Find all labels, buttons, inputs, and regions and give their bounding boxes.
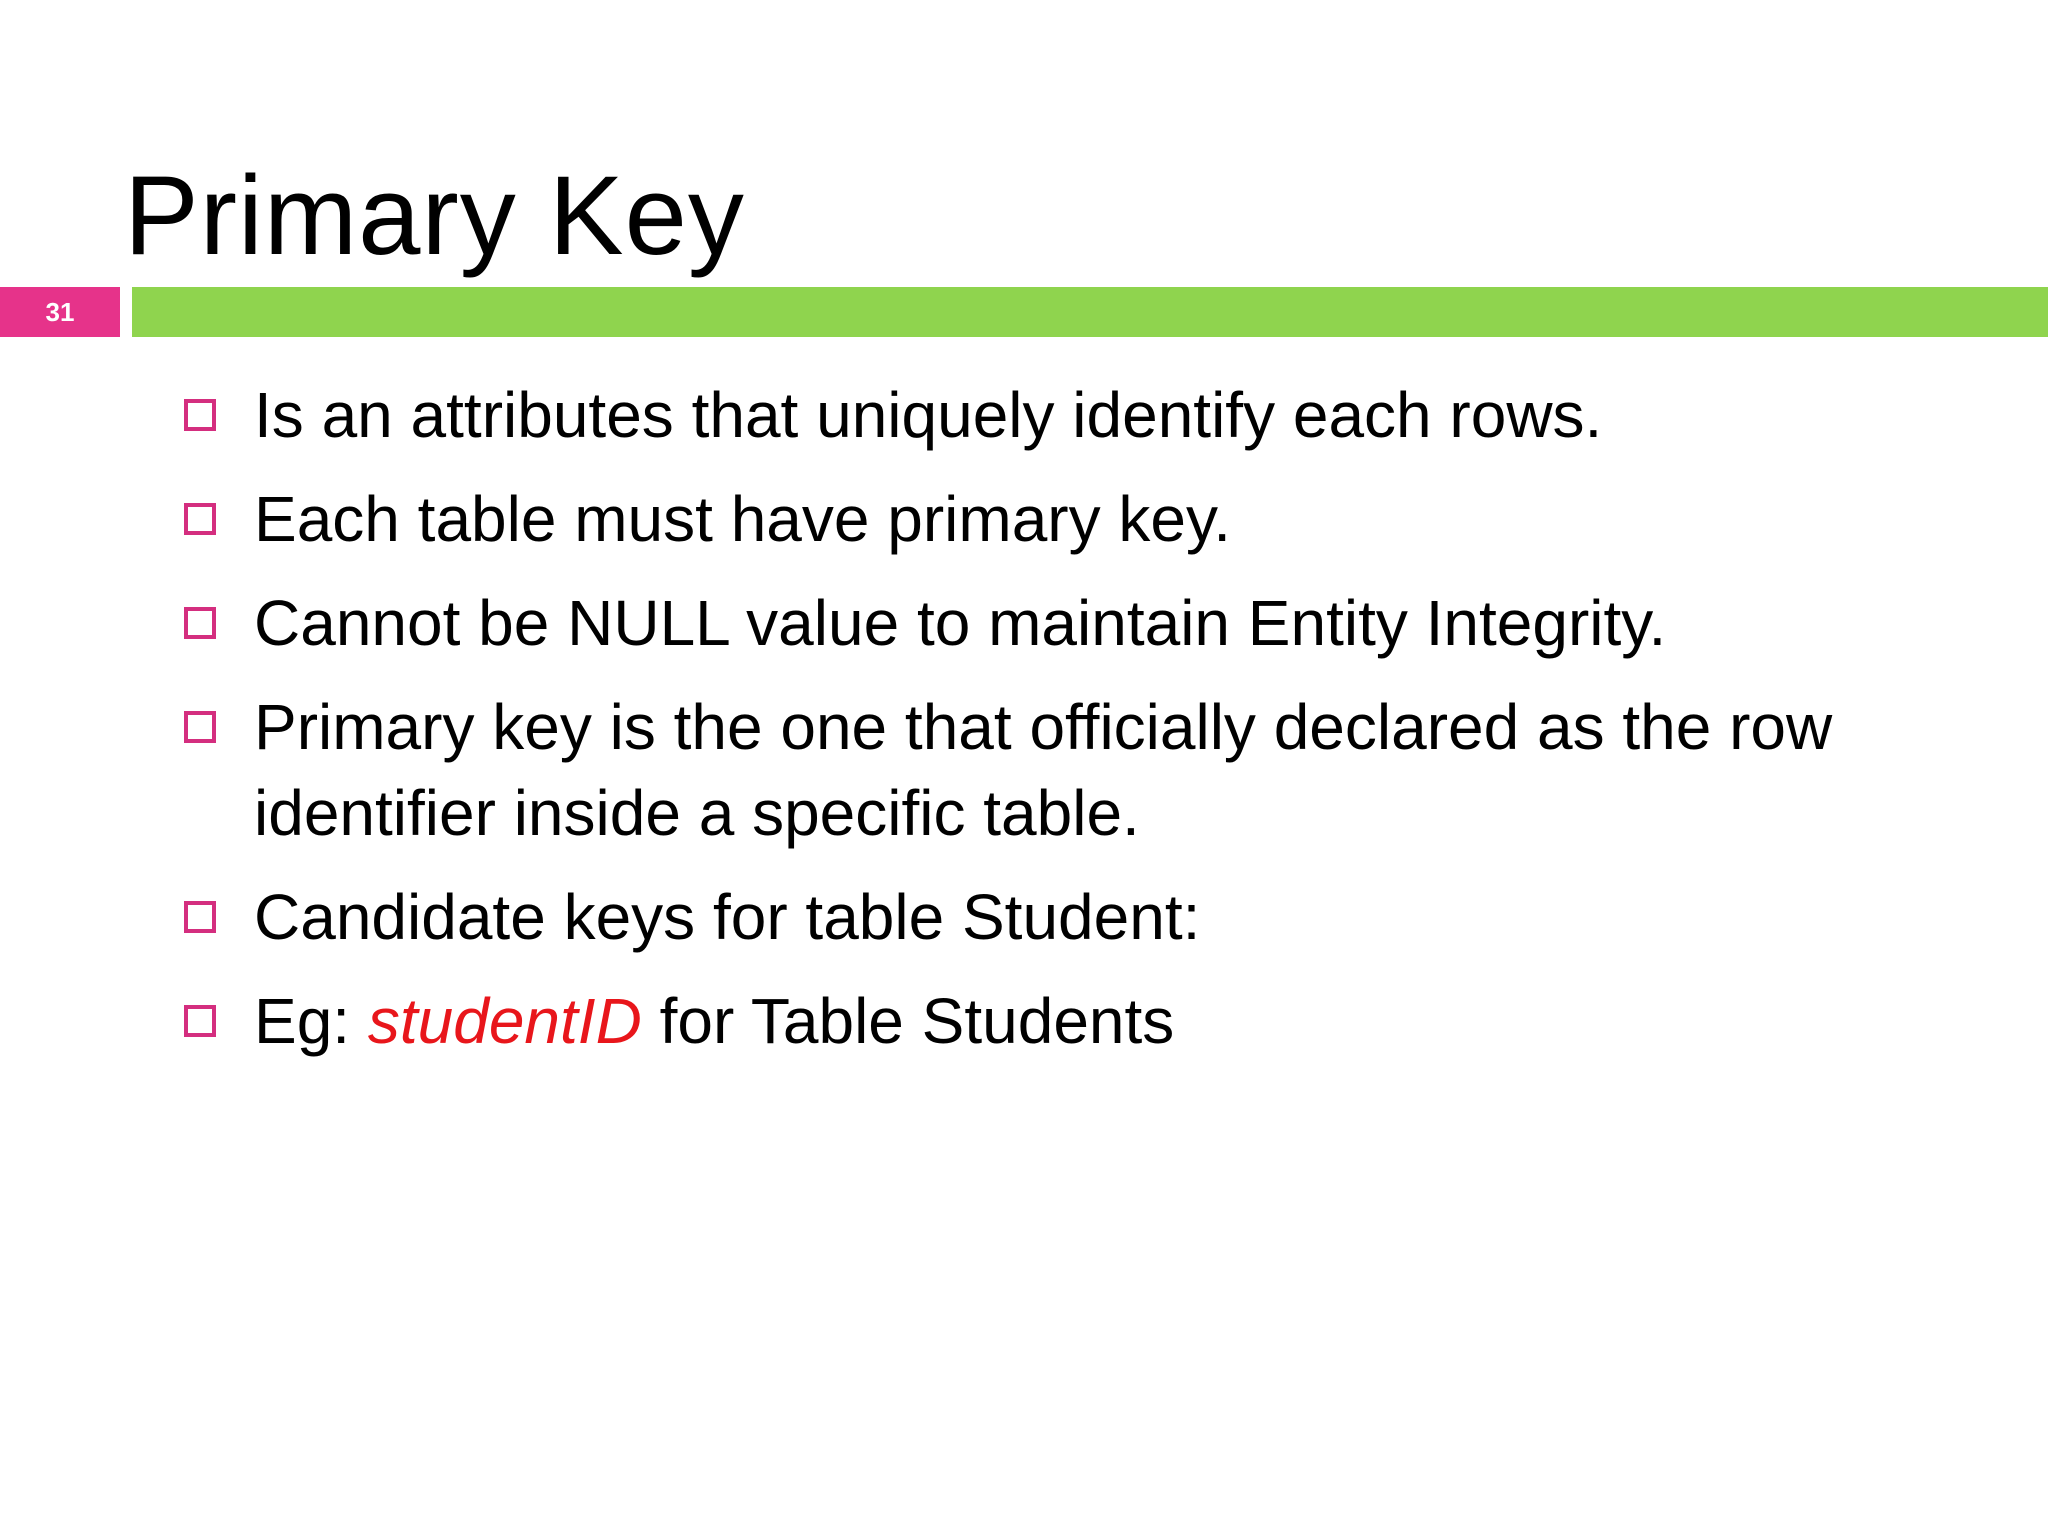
bullet-text-suffix: for Table Students (641, 985, 1175, 1057)
square-bullet-icon (184, 503, 216, 535)
bullet-item (178, 978, 1978, 1064)
title-accent-bar (132, 287, 2048, 337)
bullet-list (178, 372, 1978, 1082)
square-bullet-icon (184, 607, 216, 639)
bullet-item (178, 684, 1978, 856)
bullet-item (178, 372, 1978, 458)
page-number-badge: 31 (0, 287, 120, 337)
slide-title: Primary Key (124, 153, 745, 278)
square-bullet-icon (184, 399, 216, 431)
square-bullet-icon (184, 711, 216, 743)
bullet-text: Primary key is the one that officially declared as the row identifier inside a specific table. (254, 691, 1833, 849)
bullet-item (178, 476, 1978, 562)
highlighted-term: studentID (367, 985, 642, 1057)
bullet-item (178, 580, 1978, 666)
square-bullet-icon (184, 1005, 216, 1037)
bullet-text: Candidate keys for table Student: (254, 881, 1201, 953)
bullet-text: Cannot be NULL value to maintain Entity Integrity. (254, 587, 1667, 659)
bullet-text-prefix: Eg: (254, 985, 368, 1057)
bullet-item (178, 874, 1978, 960)
bullet-text: Is an attributes that uniquely identify each rows. (254, 379, 1603, 451)
square-bullet-icon (184, 901, 216, 933)
bullet-text: Each table must have primary key. (254, 483, 1231, 555)
